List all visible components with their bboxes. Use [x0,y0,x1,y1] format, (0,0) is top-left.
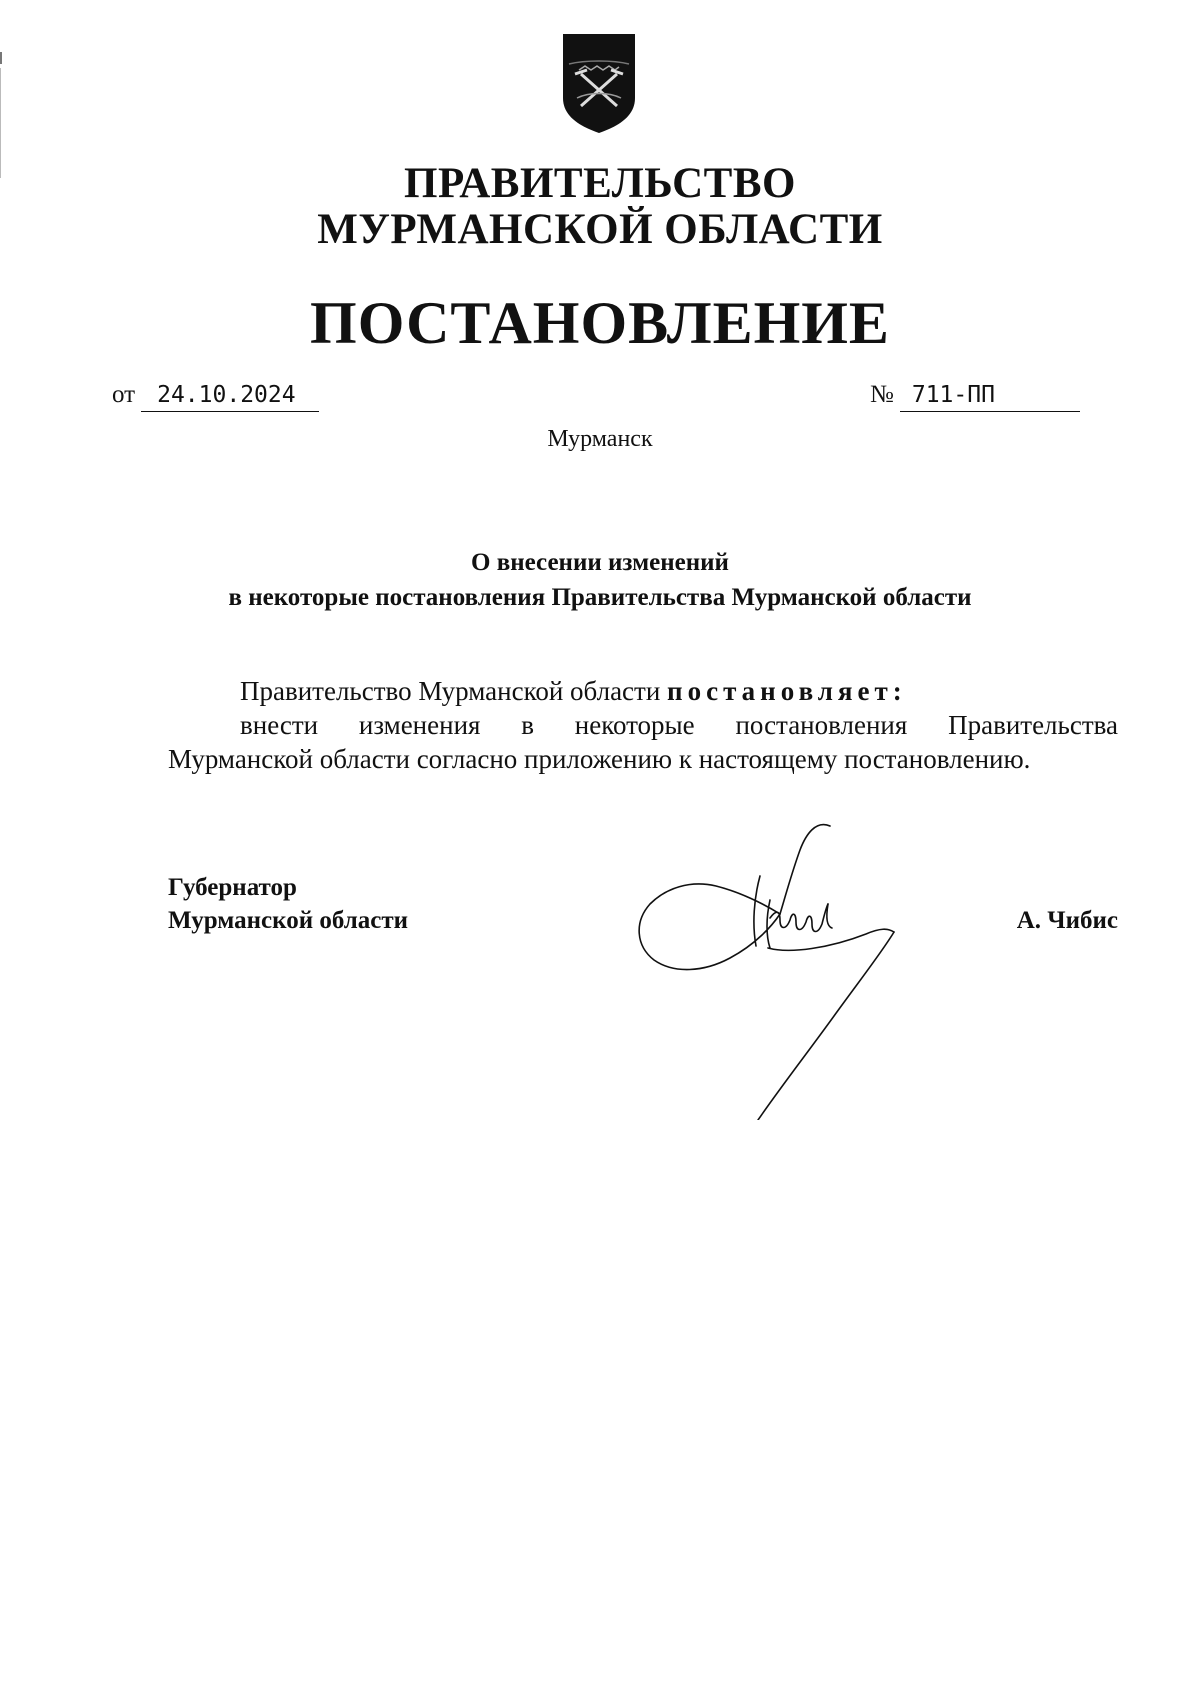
handwritten-signature-icon [630,820,920,1120]
document-date: 24.10.2024 [141,380,319,412]
number-prefix: № [870,381,894,408]
document-number: 711-ПП [900,380,1080,412]
coat-of-arms-icon [557,30,641,135]
signer-title-line1: Губернатор [168,874,297,901]
scan-edge-mark [0,52,2,64]
document-type-title: ПОСТАНОВЛЕНИЕ [310,290,890,356]
body-paragraph-line3: Мурманской области согласно приложению к настоящему постановлению. [168,744,1031,774]
date-block [112,380,319,412]
organization-title-line2: МУРМАНСКОЙ ОБЛАСТИ [317,206,883,253]
organization-title-line1: ПРАВИТЕЛЬСТВО [404,160,796,207]
body-paragraph-line2: внести изменения в некоторые постановления Правительства [240,710,1118,740]
subject-line2: в некоторые постановления Правительства Мурманской области [228,584,972,611]
number-block [870,380,1080,412]
date-prefix: от [112,381,136,408]
signer-name: А. Чибис [1016,907,1118,934]
body-paragraph-line1 [240,675,1140,707]
resolves-keyword: постановляет: [667,676,907,706]
body-intro-text: Правительство Мурманской области [240,676,668,706]
signer-title-line2: Мурманской области [168,907,409,934]
subject-line1: О внесении изменений [471,549,729,576]
city-name: Мурманск [547,426,653,452]
